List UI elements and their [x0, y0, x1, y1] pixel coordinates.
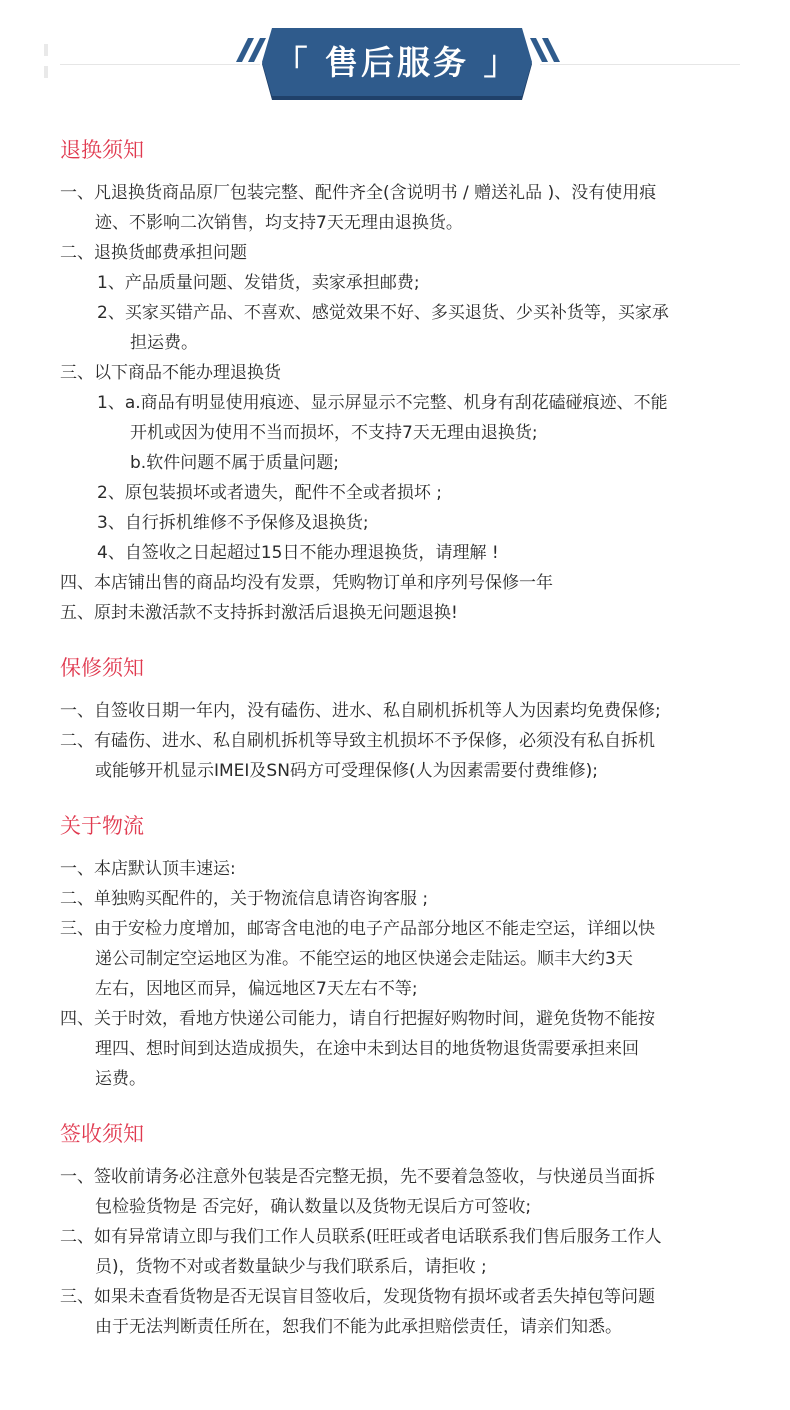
policy-item [60, 914, 760, 1004]
policy-item [60, 508, 760, 538]
policy-line: 二、如有异常请立即与我们工作人员联系(旺旺或者电话联系我们售后服务工作人 [60, 1227, 662, 1247]
section-title: 签收须知 [60, 1122, 144, 1146]
policy-line: 2、原包装损坏或者遗失，配件不全或者损坏 ; [97, 483, 442, 503]
policy-item [60, 238, 760, 268]
policy-line: 一、自签收日期一年内，没有磕伤、进水、私自刷机拆机等人为因素均免费保修; [60, 701, 661, 721]
policy-line: 运费。 [95, 1069, 146, 1089]
policy-item [60, 178, 760, 238]
policy-line: 一、凡退换货商品原厂包装完整、配件齐全(含说明书 / 赠送礼品 )、没有使用痕 [60, 183, 657, 203]
policy-item [60, 298, 760, 358]
policy-line: 2、买家买错产品、不喜欢、感觉效果不好、多买退货、少买补货等，买家承 [97, 303, 669, 323]
section-title: 退换须知 [60, 138, 144, 162]
policy-item [60, 358, 760, 388]
policy-line: 二、单独购买配件的，关于物流信息请咨询客服 ; [60, 889, 429, 909]
policy-item [60, 568, 760, 598]
policy-item [60, 1162, 760, 1222]
policy-line: 三、由于安检力度增加，邮寄含电池的电子产品部分地区不能走空运，详细以快 [60, 919, 655, 939]
policy-item [60, 884, 760, 914]
policy-line: 一、本店默认顶丰速运: [60, 859, 236, 879]
policy-line: 开机或因为使用不当而损坏，不支持7天无理由退换货; [130, 423, 538, 443]
policy-line: 由于无法判断责任所在，恕我们不能为此承担赔偿责任，请亲们知悉。 [95, 1317, 622, 1337]
policy-item [60, 538, 760, 568]
section-title: 保修须知 [60, 656, 144, 680]
policy-line: 1、a.商品有明显使用痕迹、显示屏显示不完整、机身有刮花磕碰痕迹、不能 [97, 393, 668, 413]
policy-line: 左右，因地区而异，偏远地区7天左右不等; [95, 979, 418, 999]
policy-line: 三、以下商品不能办理退换货 [60, 363, 281, 383]
policy-line: 五、原封未激活款不支持拆封激活后退换无问题退换! [60, 603, 458, 623]
policy-item [60, 854, 760, 884]
policy-item [60, 1004, 760, 1094]
policy-line: 担运费。 [130, 333, 198, 353]
policy-line: 迹、不影响二次销售，均支持7天无理由退换货。 [95, 213, 463, 233]
policy-line: 二、有磕伤、进水、私自刷机拆机等导致主机损坏不予保修，必须没有私自拆机 [60, 731, 655, 751]
policy-item [60, 726, 760, 786]
policy-item [60, 696, 760, 726]
header-rule-right [540, 64, 740, 65]
policy-line: 理四、想时间到达造成损失，在途中未到达目的地货物退货需要承担来回 [95, 1039, 639, 1059]
decorative-mark [44, 66, 48, 78]
page-title: 「 售后服务 」 [274, 43, 520, 82]
policy-item [60, 598, 760, 628]
policy-section [60, 654, 760, 786]
policy-line: 递公司制定空运地区为准。不能空运的地区快递会走陆运。顺丰大约3天 [95, 949, 633, 969]
policy-line: b.软件问题不属于质量问题; [130, 453, 339, 473]
decorative-mark [44, 44, 48, 56]
policy-section [60, 1120, 760, 1342]
policy-line: 三、如果未查看货物是否无误盲目签收后，发现货物有损坏或者丢失掉包等问题 [60, 1287, 655, 1307]
service-content [60, 136, 760, 1368]
policy-line: 员)，货物不对或者数量缺少与我们联系后，请拒收 ; [95, 1257, 487, 1277]
policy-line: 一、签收前请务必注意外包装是否完整无损，先不要着急签收，与快递员当面拆 [60, 1167, 655, 1187]
policy-line: 包检验货物是 否完好，确认数量以及货物无误后方可签收; [95, 1197, 532, 1217]
header-rule-left [60, 64, 260, 65]
policy-item [60, 448, 760, 478]
policy-line: 1、产品质量问题、发错货，卖家承担邮费; [97, 273, 420, 293]
section-title: 关于物流 [60, 814, 144, 838]
policy-line: 四、本店铺出售的商品均没有发票，凭购物订单和序列号保修一年 [60, 573, 553, 593]
policy-line: 3、自行拆机维修不予保修及退换货; [97, 513, 369, 533]
policy-section [60, 812, 760, 1094]
policy-line: 4、自签收之日起超过15日不能办理退换货，请理解 ! [97, 543, 499, 563]
policy-line: 或能够开机显示IMEI及SN码方可受理保修(人为因素需要付费维修); [95, 761, 598, 781]
policy-item [60, 268, 760, 298]
policy-line: 二、退换货邮费承担问题 [60, 243, 247, 263]
policy-item [60, 478, 760, 508]
policy-line: 四、关于时效，看地方快递公司能力，请自行把握好购物时间，避免货物不能按 [60, 1009, 655, 1029]
policy-section [60, 136, 760, 628]
policy-item [60, 1222, 760, 1282]
page-header [0, 0, 790, 110]
policy-item [60, 388, 760, 448]
policy-item [60, 1282, 760, 1342]
